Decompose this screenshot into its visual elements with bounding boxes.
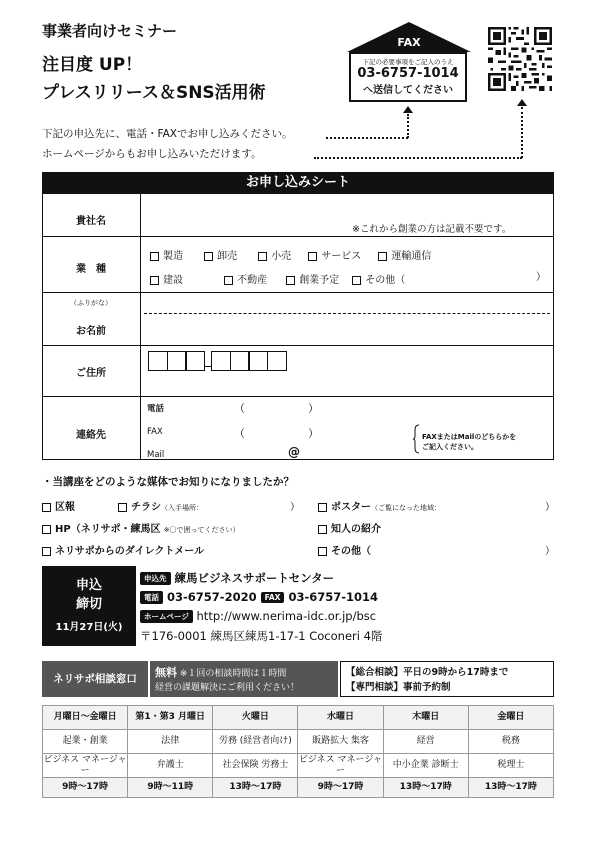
fax-field[interactable]: [180, 423, 400, 441]
dest-pill: 申込先: [140, 572, 171, 585]
checkbox[interactable]: [42, 525, 51, 534]
dotted-connector: [407, 114, 409, 138]
expert-cell: ビジネス マネージャー: [43, 754, 127, 776]
free-note1: ※１回の相談時間は１時間: [179, 669, 287, 679]
topic-cell: 労務 (経営者向け): [213, 730, 298, 754]
survey-option-hp[interactable]: HP（ネリサポ・練馬区 ※〇で囲ってください）: [42, 520, 240, 535]
dotted-connector: [314, 157, 522, 159]
day-cell: 月曜日～金曜日: [43, 706, 128, 730]
checkbox[interactable]: [318, 503, 327, 512]
industry-option[interactable]: 小売: [258, 251, 291, 262]
day-cell: 木曜日: [383, 706, 468, 730]
contact-label: 連絡先: [76, 430, 106, 441]
mail-field[interactable]: [180, 444, 400, 459]
row-divider: [42, 236, 554, 237]
contact-url-row: [140, 609, 376, 623]
time-cell: 9時～17時: [298, 778, 383, 798]
name-field[interactable]: [144, 316, 550, 344]
label-divider: [140, 194, 141, 460]
contact-tel[interactable]: 03-6757-2020: [167, 590, 257, 604]
at-sign: @: [288, 445, 300, 459]
arrow-up-icon: [517, 99, 527, 106]
arrow-up-icon: [403, 106, 413, 113]
industry-option[interactable]: 卸売: [204, 251, 237, 262]
checkbox[interactable]: [224, 276, 233, 285]
survey-option-dm[interactable]: ネリサポからのダイレクトメール: [42, 542, 204, 557]
time-cell: 9時～11時: [128, 778, 213, 798]
deadline-box: [42, 566, 136, 646]
consult-title: ネリサポ相談窓口: [42, 661, 148, 697]
contact-fax[interactable]: 03-6757-1014: [288, 590, 379, 604]
industry-option[interactable]: 創業予定: [286, 275, 339, 286]
topic-cell: 法律: [128, 730, 213, 754]
deadline-date: 11月27日(火): [55, 622, 123, 633]
checkbox[interactable]: [318, 547, 327, 556]
seminar-subtitle: 事業者向けセミナー: [42, 22, 178, 40]
topic-cell: 販路拡大 集客: [298, 730, 383, 754]
special-consult: 【専門相談】事前予約制: [346, 682, 451, 693]
expert-cell: 中小企業 診断士: [383, 754, 468, 778]
intro-line2: ホームページからもお申し込みいただけます。: [42, 148, 262, 160]
expert-cell: 社会保険 労務士: [213, 754, 298, 778]
day-cell: 火曜日: [213, 706, 298, 730]
company-label: 貴社名: [76, 216, 106, 227]
center-name: 練馬ビジネスサポートセンター: [174, 571, 335, 585]
dotted-connector: [326, 137, 408, 139]
survey-option-friend[interactable]: 知人の紹介: [318, 520, 381, 535]
dotted-connector: [521, 107, 523, 158]
time-cell: 13時～17時: [213, 778, 298, 798]
row-divider: [42, 396, 554, 397]
fax-pill: FAX: [261, 592, 285, 603]
expert-cell: 弁護士: [128, 754, 213, 778]
checkbox[interactable]: [42, 547, 51, 556]
contact-phone-row: [140, 590, 378, 604]
industry-option[interactable]: 不動産: [224, 275, 267, 286]
postal-code-boxes[interactable]: [148, 351, 287, 375]
topic-cell: 経営: [383, 730, 468, 754]
close-paren: ）: [545, 546, 555, 557]
survey-option-flyer[interactable]: チラシ（入手場所：: [118, 498, 203, 513]
industry-option[interactable]: その他（: [352, 275, 405, 286]
qr-code-icon[interactable]: [488, 27, 552, 91]
checkbox[interactable]: [286, 276, 295, 285]
intro-line1: 下記の申込先に、電話・FAXでお申し込みください。: [42, 128, 293, 140]
fax-field-label: FAX: [147, 427, 163, 437]
paren-open: （: [234, 427, 245, 440]
deadline-line1: 申込: [75, 578, 102, 593]
sheet-heading: お申し込みシート: [42, 172, 554, 194]
expert-cell: ビジネス マネージャー: [298, 754, 383, 776]
close-paren: ）: [536, 272, 546, 283]
paren-close: ）: [308, 402, 319, 415]
page-title-line1: 注目度 UP！: [42, 55, 143, 75]
time-cell: 13時～17時: [468, 778, 553, 798]
close-paren: ）: [545, 502, 555, 513]
topic-cell: 税務: [468, 730, 553, 754]
checkbox[interactable]: [258, 252, 267, 261]
time-cell: 13時～17時: [383, 778, 468, 798]
expert-cell: 税理士: [468, 754, 553, 778]
survey-option-other[interactable]: その他（: [318, 542, 371, 557]
consult-hours-box: [340, 661, 554, 697]
paren-close: ）: [308, 427, 319, 440]
checkbox[interactable]: [318, 525, 327, 534]
tel-field[interactable]: [180, 398, 400, 416]
fax-label: FAX: [397, 36, 421, 49]
checkbox[interactable]: [150, 252, 159, 261]
checkbox[interactable]: [118, 503, 127, 512]
furigana-field[interactable]: [144, 294, 550, 312]
checkbox[interactable]: [308, 252, 317, 261]
paren-open: （: [234, 402, 245, 415]
hp-pill: ホームページ: [140, 610, 193, 623]
address-field[interactable]: [144, 373, 550, 393]
free-label: 無料: [155, 666, 177, 679]
day-cell: 水曜日: [298, 706, 383, 730]
fax-send-text: へ送信してください: [363, 85, 453, 96]
company-note: ※これから創業の方は記載不要です。: [352, 224, 512, 235]
industry-option[interactable]: サービス: [308, 251, 361, 262]
day-cell: 第1・第3 月曜日: [128, 706, 213, 730]
mail-label: Mail: [147, 450, 165, 460]
fax-note: 下記の必要事項をご記入のうえ: [362, 58, 454, 66]
address-label: ご住所: [76, 368, 106, 379]
industry-option[interactable]: 建設: [150, 275, 183, 286]
checkbox[interactable]: [42, 503, 51, 512]
contact-center-row: [140, 570, 334, 586]
row-divider: [42, 292, 554, 293]
checkbox[interactable]: [378, 252, 387, 261]
tel-label: 電話: [147, 404, 165, 414]
industry-row1: [150, 244, 431, 263]
close-paren: ）: [290, 502, 300, 513]
checkbox[interactable]: [204, 252, 213, 261]
checkbox[interactable]: [352, 276, 361, 285]
contact-url-link[interactable]: http://www.nerima-idc.or.jp/bsc: [196, 609, 377, 623]
industry-option[interactable]: 製造: [150, 251, 183, 262]
industry-label: 業 種: [76, 264, 106, 275]
furigana-label: （ふりがな）: [70, 299, 112, 307]
free-note2: 経営の課題解決にご利用ください！: [155, 683, 300, 693]
industry-row2: [150, 268, 405, 287]
brace-icon: [412, 424, 420, 454]
name-label: お名前: [76, 326, 106, 337]
checkbox[interactable]: [150, 276, 159, 285]
furigana-divider: [144, 313, 550, 314]
row-divider: [42, 345, 554, 346]
industry-option[interactable]: 運輸通信: [378, 251, 431, 262]
contact-note: FAXまたはMailのどちらかを ご記入ください。: [422, 433, 517, 451]
contact-address: 〒176-0001 練馬区練馬1-17-1 Coconeri 4階: [140, 629, 383, 643]
consult-free-box: [150, 661, 338, 697]
fax-box: [349, 52, 467, 102]
general-consult: 【総合相談】平日の9時から17時まで: [346, 667, 509, 678]
page-title-line2: プレスリリース＆SNS活用術: [42, 83, 266, 103]
fax-number: 03-6757-1014: [357, 66, 459, 81]
survey-question: ・当講座をどのような媒体でお知りになりましたか？: [42, 476, 294, 488]
survey-option-kuho[interactable]: 区報: [42, 498, 75, 513]
time-cell: 9時～17時: [43, 778, 128, 798]
day-cell: 金曜日: [468, 706, 553, 730]
survey-option-poster[interactable]: ポスター（ご覧になった地域：: [318, 498, 441, 513]
tel-pill: 電話: [140, 591, 163, 604]
deadline-line2: 締切: [75, 597, 102, 612]
topic-cell: 起業・創業: [43, 730, 128, 754]
consult-schedule-table: [42, 705, 554, 798]
